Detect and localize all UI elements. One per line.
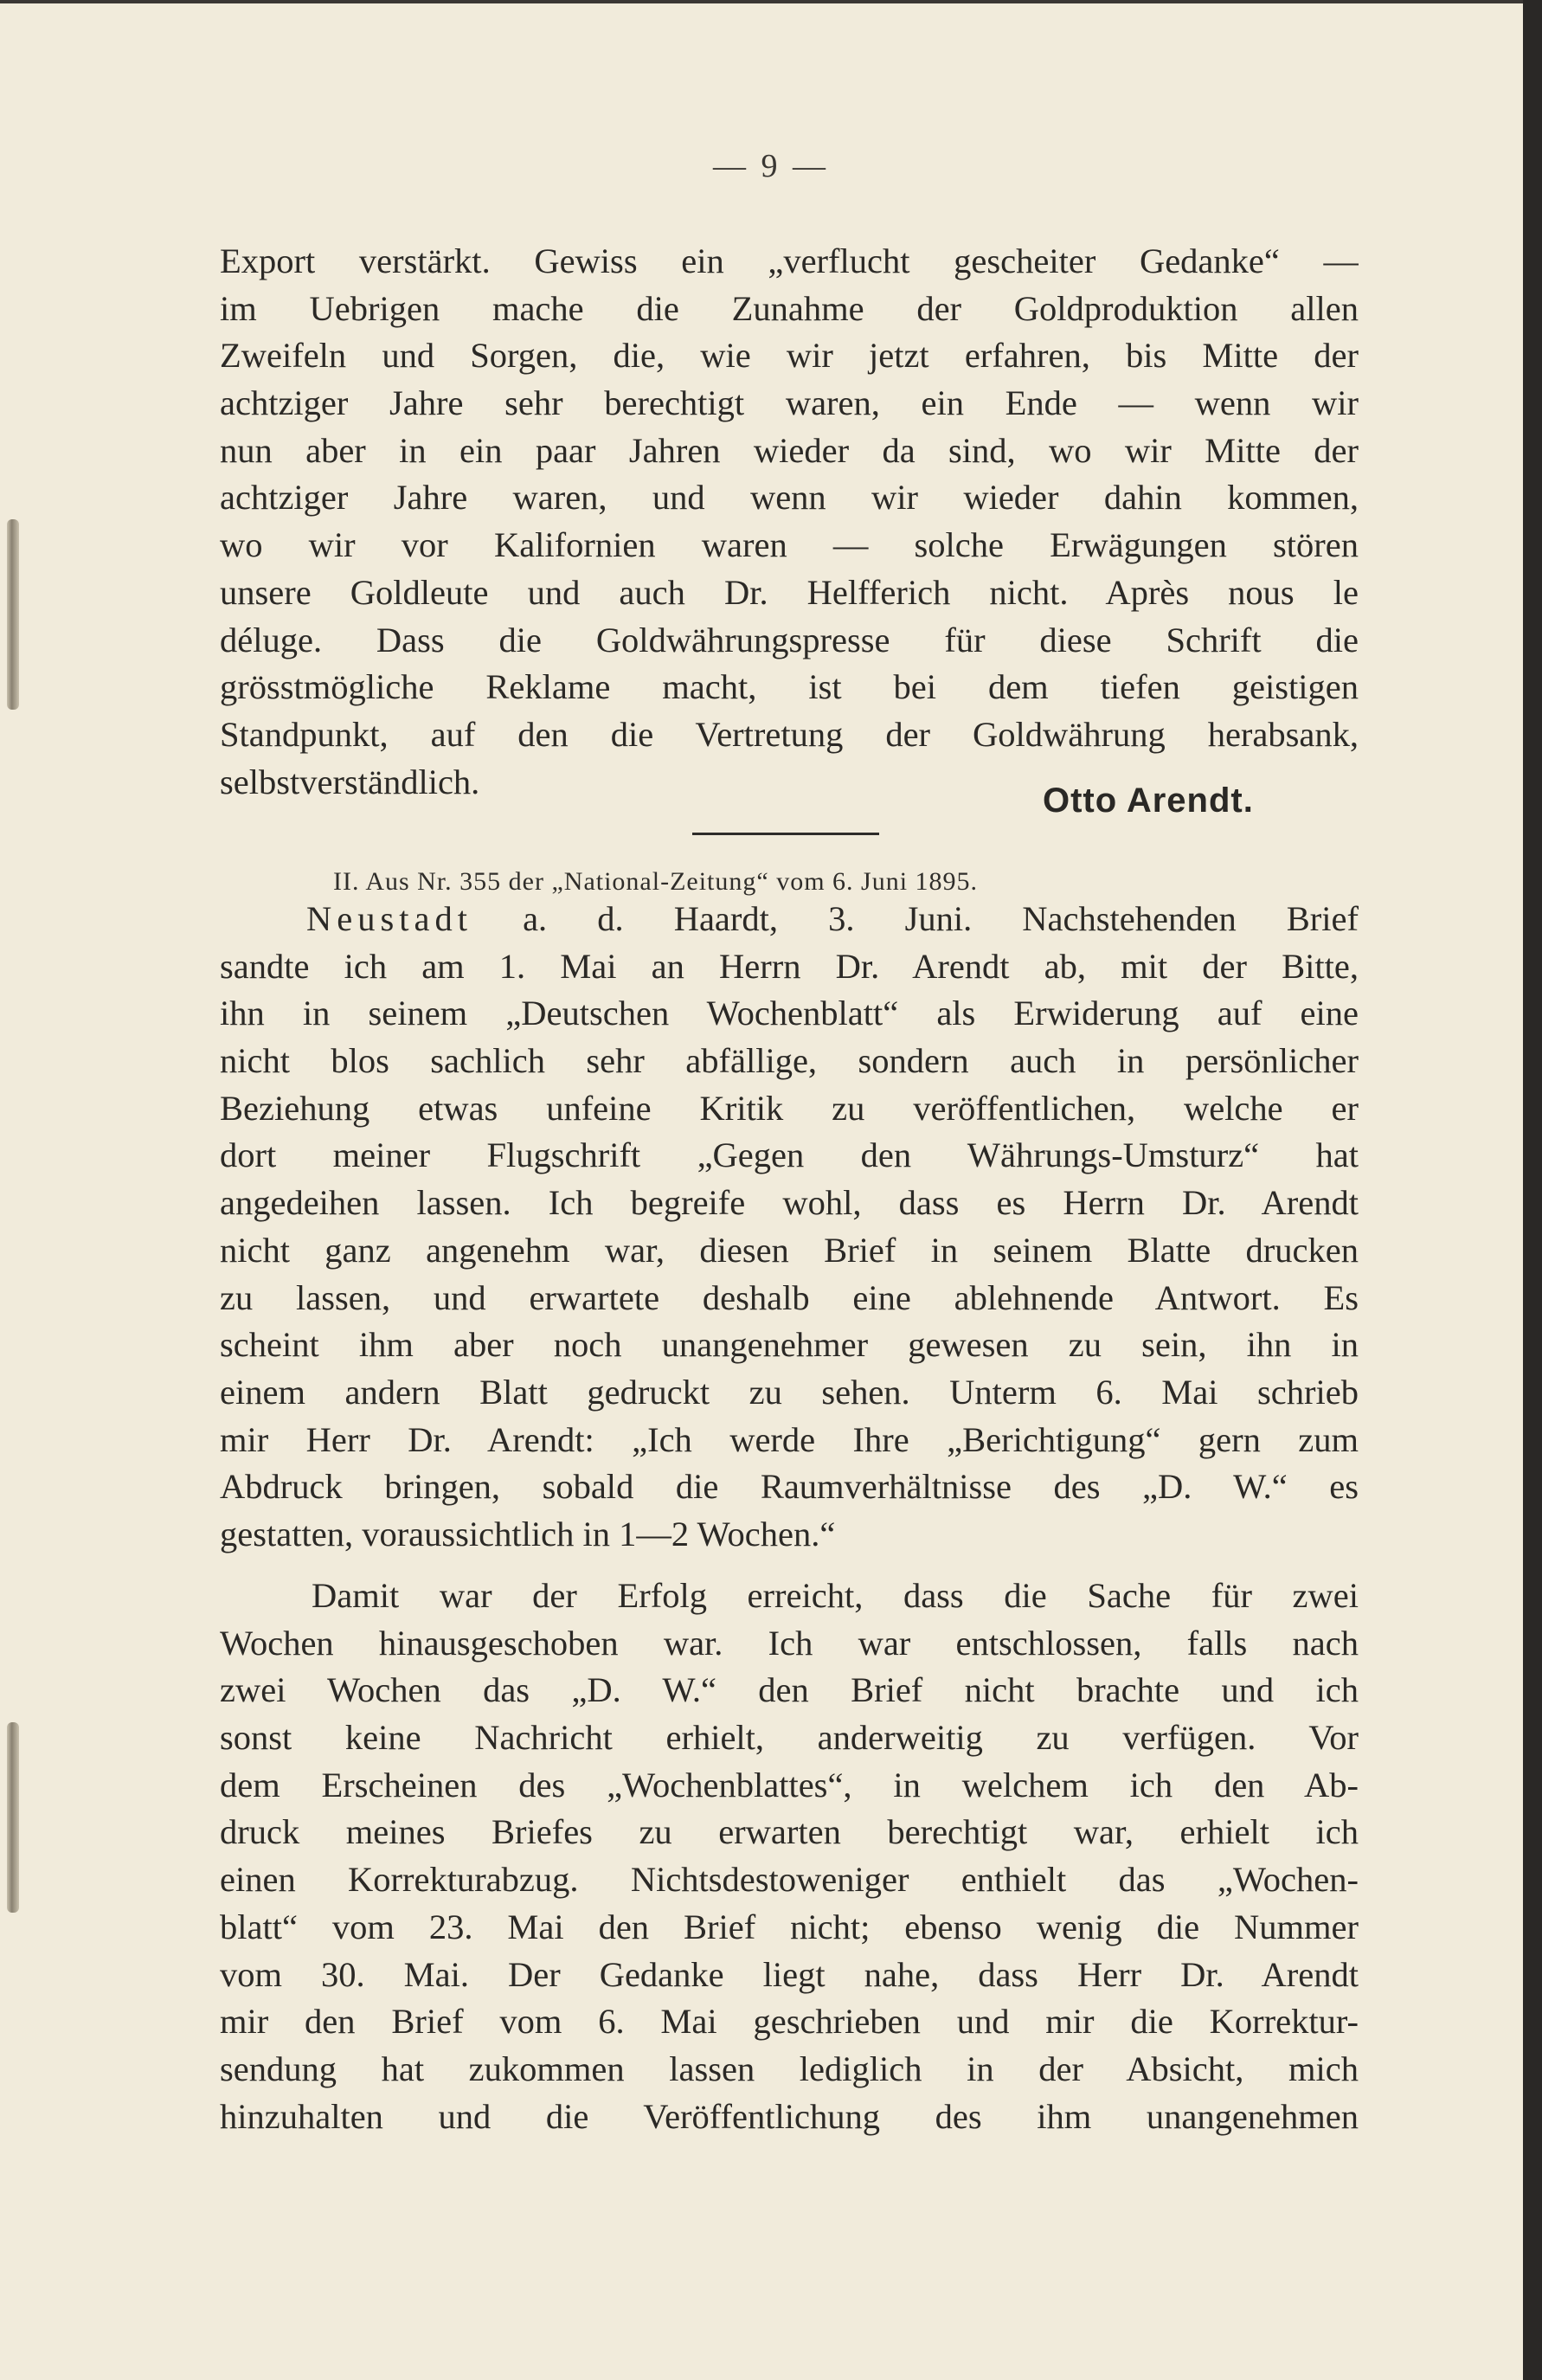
dateline-rest: a. d. Haardt, 3. Juni. Nachstehenden Brief [523,899,1359,938]
text-line: angedeihen lassen. Ich begreife wohl, dass es Herrn Dr. Arendt [220,1183,1359,1223]
source-heading: II. Aus Nr. 355 der „National-Zeitung“ vom 6. Juni 1895. [333,867,979,896]
text-line: zu lassen, und erwartete deshalb eine ablehnende Antwort. Es [220,1277,1359,1317]
paragraph-end-of-letter [220,238,1359,806]
text-line: sandte ich am 1. Mai an Herrn Dr. Arendt ab, mit der Bitte, [220,946,1359,986]
text-line: gestatten, voraussichtlich in 1—2 Wochen.“ [220,1514,836,1553]
text-line: nicht ganz angenehm war, diesen Brief in seinem Blatte drucken [220,1230,1359,1270]
text-line: scheint ihm aber noch unangenehmer gewesen zu sein, ihn in [220,1325,1359,1365]
text-line: ihn in seinem „Deutschen Wochenblatt“ als Erwiderung auf eine [220,994,1359,1033]
signature: Otto Arendt. [1043,782,1254,820]
section-divider [692,833,879,835]
text-line: Beziehung etwas unfeine Kritik zu veröffentlichen, welche er [220,1088,1359,1128]
text-line: einen Korrekturabzug. Nichtsdestoweniger enthielt das „Wochen- [220,1860,1359,1900]
text-line: Damit war der Erfolg erreicht, dass die Sache für zwei [312,1576,1359,1615]
text-line: dort meiner Flugschrift „Gegen den Währungs-Umsturz“ hat [220,1135,1359,1175]
text-line: sonst keine Nachricht erhielt, anderweitig zu verfügen. Vor [220,1718,1359,1758]
binding-mark-upper [7,519,19,710]
text-line: achtziger Jahre waren, und wenn wir wieder dahin kommen, [220,478,1359,518]
text-line: achtziger Jahre sehr berechtigt waren, ein Ende — wenn wir [220,383,1359,423]
text-line: déluge. Dass die Goldwährungspresse für diese Schrift die [220,620,1359,659]
binding-mark-lower [7,1722,19,1913]
page-number: — 9 — [713,148,829,184]
text-line: im Uebrigen mache die Zunahme der Goldproduktion allen [220,288,1359,328]
text-line: blatt“ vom 23. Mai den Brief nicht; ebenso wenig die Nummer [220,1907,1359,1946]
text-line: einem andern Blatt gedruckt zu sehen. Unterm 6. Mai schrieb [220,1372,1359,1412]
place-name: Neustadt [306,899,472,938]
text-line: grösstmögliche Reklame macht, ist bei dem tiefen geistigen [220,667,1359,707]
text-line: Wochen hinausgeschoben war. Ich war entschlossen, falls nach [220,1623,1359,1663]
text-line: druck meines Briefes zu erwarten berechtigt war, erhielt ich [220,1812,1359,1852]
text-line: nun aber in ein paar Jahren wieder da sind, wo wir Mitte der [220,430,1359,470]
text-line: sendung hat zukommen lassen lediglich in der Absicht, mich [220,2049,1359,2088]
text-line: vom 30. Mai. Der Gedanke liegt nahe, dass Herr Dr. Arendt [220,1954,1359,1994]
text-line: nicht blos sachlich sehr abfällige, sondern auch in persönlicher [220,1041,1359,1081]
text-line: selbstverständlich. [220,762,480,801]
text-line-dateline [220,896,1359,943]
text-line: mir den Brief vom 6. Mai geschrieben und mir die Korrektur- [220,2002,1359,2042]
text-line: Abdruck bringen, sobald die Raumverhältnisse des „D. W.“ es [220,1467,1359,1507]
page-right-edge [1523,0,1542,2380]
page-top-edge [0,0,1542,3]
text-line: wo wir vor Kalifornien waren — solche Erwägungen stören [220,525,1359,565]
text-line: Standpunkt, auf den die Vertretung der Goldwährung herabsank, [220,714,1359,754]
text-line: mir Herr Dr. Arendt: „Ich werde Ihre „Berichtigung“ gern zum [220,1419,1359,1459]
text-line: dem Erscheinen des „Wochenblattes“, in welchem ich den Ab- [220,1765,1359,1804]
text-line: Zweifeln und Sorgen, die, wie wir jetzt erfahren, bis Mitte der [220,336,1359,376]
paragraph-neustadt-letter [220,896,1359,1559]
paragraph-damit-war [220,1573,1359,2140]
text-line: Export verstärkt. Gewiss ein „verflucht gescheiter Gedanke“ — [220,241,1359,280]
text-line: unsere Goldleute und auch Dr. Helfferich nicht. Après nous le [220,572,1359,612]
text-line: zwei Wochen das „D. W.“ den Brief nicht brachte und ich [220,1670,1359,1710]
text-line: hinzuhalten und die Veröffentlichung des ihm unangenehmen [220,2096,1359,2136]
